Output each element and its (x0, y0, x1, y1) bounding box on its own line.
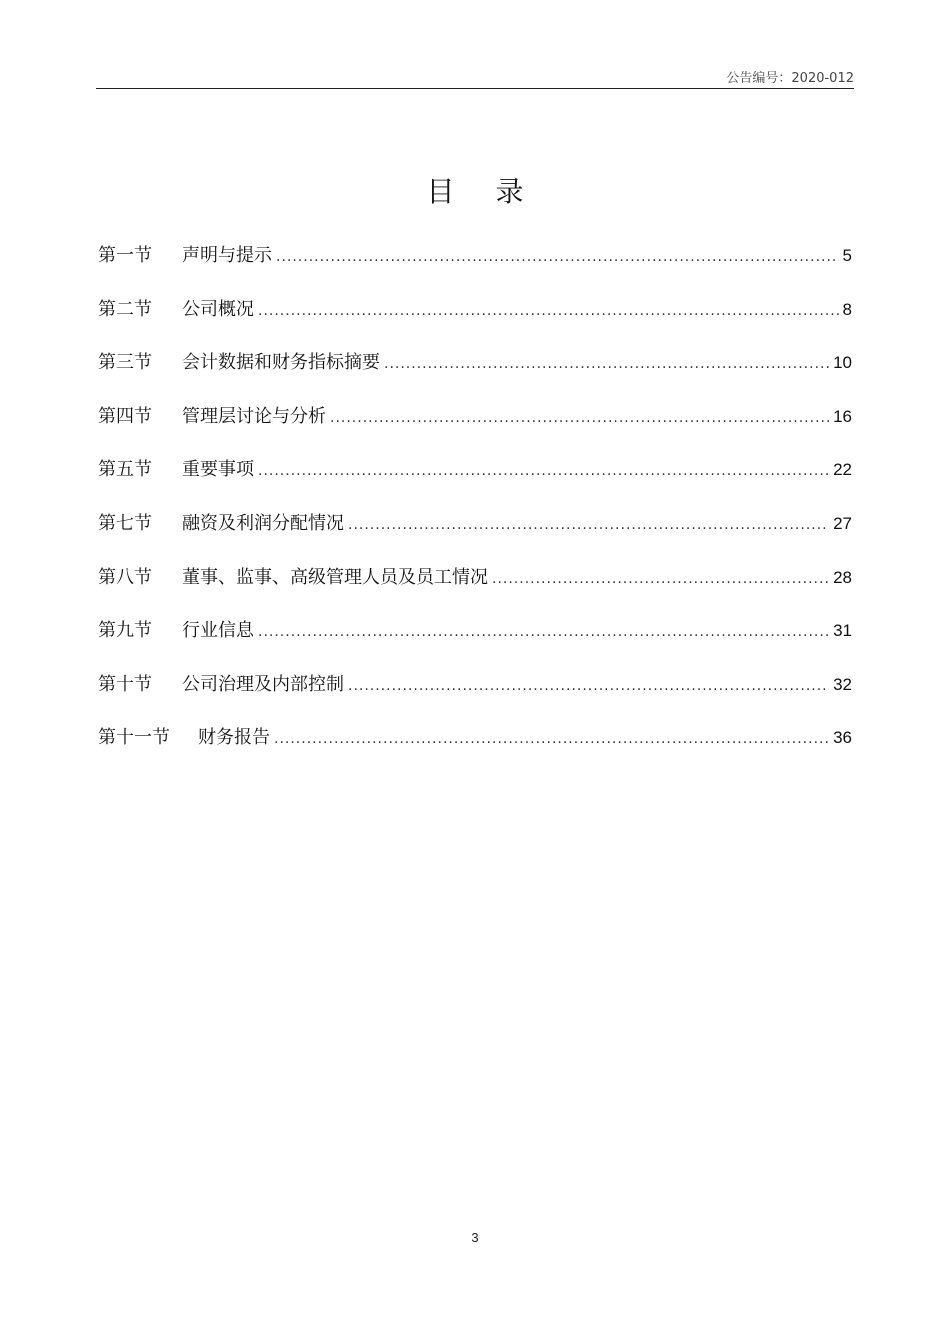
toc-entry-title: 公司治理及内部控制 (182, 673, 344, 695)
toc-dot-leader (258, 453, 829, 489)
toc-dot-leader (274, 721, 829, 757)
toc-entry[interactable] (98, 345, 852, 399)
toc-section-label: 第一节 (98, 245, 152, 266)
toc-page-number: 31 (833, 621, 852, 641)
toc-dot-leader (492, 561, 829, 597)
toc-section-label: 第五节 (98, 459, 152, 481)
toc-dot-leader (348, 507, 829, 543)
toc-entry-title: 董事、监事、高级管理人员及员工情况 (182, 566, 488, 588)
page-number: 3 (471, 1230, 479, 1245)
header-divider (96, 88, 854, 89)
toc-entry-title: 融资及利润分配情况 (182, 512, 344, 534)
toc-page-number: 10 (833, 353, 852, 373)
toc-title: 目 录 (426, 175, 540, 208)
toc-entry[interactable] (98, 667, 852, 721)
toc-dot-leader (384, 346, 829, 382)
toc-entry-title: 管理层讨论与分析 (182, 405, 326, 427)
toc-section-label: 第八节 (98, 566, 152, 588)
toc-page-number: 28 (833, 567, 852, 587)
toc-dot-leader (258, 614, 829, 650)
toc-entry[interactable] (98, 560, 852, 614)
toc-page-number: 5 (842, 246, 852, 265)
toc-entry[interactable] (98, 399, 852, 453)
toc-dot-leader (348, 668, 829, 704)
toc-entry[interactable] (98, 613, 852, 667)
toc-page-number: 27 (833, 513, 852, 533)
toc-page-number: 36 (833, 728, 852, 748)
toc-list (98, 238, 852, 774)
toc-page-number: 16 (833, 406, 852, 426)
toc-entry-title: 会计数据和财务指标摘要 (182, 352, 380, 374)
toc-page-number: 32 (833, 674, 852, 694)
toc-entry[interactable] (98, 506, 852, 560)
toc-entry-title: 重要事项 (182, 459, 254, 481)
toc-section-label: 第十节 (98, 673, 152, 695)
toc-entry-title: 公司概况 (182, 298, 254, 320)
announcement-number: 公告编号：2020-012 (726, 71, 854, 86)
toc-page-number: 8 (842, 299, 852, 319)
toc-dot-leader (258, 293, 839, 329)
toc-entry[interactable] (98, 292, 852, 346)
toc-entry[interactable] (98, 452, 852, 506)
toc-section-label: 第十一节 (98, 727, 170, 749)
toc-entry-title: 行业信息 (182, 620, 254, 642)
toc-entry-title: 声明与提示 (182, 245, 272, 266)
toc-entry[interactable] (98, 238, 852, 292)
toc-dot-leader (276, 239, 839, 275)
toc-entry[interactable] (98, 720, 852, 774)
toc-page-number: 22 (833, 460, 852, 480)
toc-section-label: 第三节 (98, 352, 152, 374)
toc-entry-title: 财务报告 (198, 727, 270, 749)
toc-section-label: 第二节 (98, 298, 152, 320)
toc-section-label: 第七节 (98, 512, 152, 534)
toc-section-label: 第九节 (98, 620, 152, 642)
toc-section-label: 第四节 (98, 405, 152, 427)
toc-dot-leader (330, 400, 829, 436)
